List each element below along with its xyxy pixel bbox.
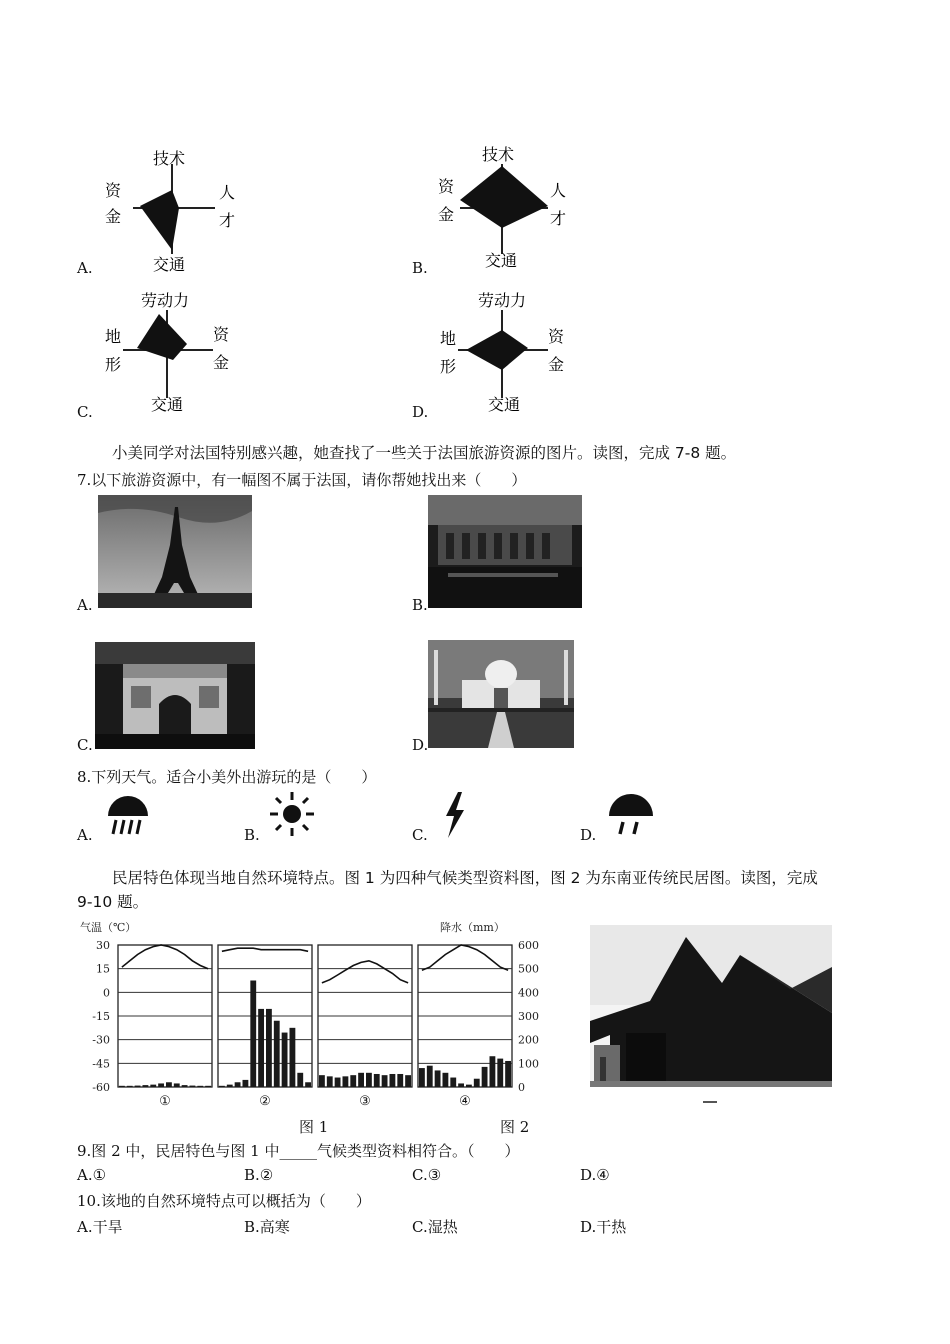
precip-bar [505, 1061, 511, 1087]
axis-top: 劳动力 [141, 291, 190, 310]
sunny-icon[interactable] [268, 790, 316, 838]
taj-mahal-photo[interactable] [428, 640, 574, 748]
axis-bottom: 交通 [488, 395, 521, 414]
precip-bar [282, 1033, 288, 1087]
axis-left-1: 资 [105, 181, 122, 200]
left-tick-label: -45 [92, 1057, 110, 1071]
precip-bar [450, 1078, 456, 1087]
q10-stem: 10.该地的自然环境特点可以概括为（ ） [77, 1192, 371, 1210]
precip-bar [135, 1086, 141, 1087]
axis-left-1: 地 [440, 329, 457, 348]
panel-label: ④ [459, 1094, 471, 1109]
q6-diagram-b [430, 142, 590, 277]
q8-stem: 8.下列天气。适合小美外出游玩的是（ ） [77, 768, 377, 786]
temperature-line [222, 948, 308, 951]
left-axis-label: 气温（℃） [80, 921, 137, 934]
precip-bar [227, 1085, 233, 1087]
precip-bar [427, 1066, 433, 1087]
precip-bar [435, 1070, 441, 1087]
precip-bar [143, 1085, 149, 1087]
precip-bar [290, 1028, 296, 1087]
axis-left-2: 形 [105, 355, 122, 374]
eiffel-tower-photo[interactable] [98, 495, 252, 608]
precip-bar [366, 1073, 372, 1087]
panel-label: ① [159, 1094, 171, 1109]
precip-bar [127, 1086, 133, 1087]
q8-option-a-label[interactable]: A. [77, 826, 93, 844]
heavy-rain-icon[interactable] [102, 790, 154, 838]
axis-right-2: 才 [550, 209, 567, 228]
temperature-line [422, 945, 508, 970]
left-tick-label: 15 [96, 962, 110, 976]
q6-diagram-a [95, 142, 255, 277]
axis-right-1: 资 [213, 325, 230, 344]
q7-option-c-label[interactable]: C. [77, 736, 93, 754]
right-tick-label: 0 [518, 1081, 525, 1094]
q8-option-d-label[interactable]: D. [580, 826, 597, 844]
q7-option-d-label[interactable]: D. [412, 736, 429, 754]
temperature-line [322, 961, 408, 983]
climate-panel [218, 945, 312, 1109]
precip-bar [166, 1082, 172, 1087]
precip-bar [158, 1083, 164, 1087]
q10-option-c[interactable]: C.湿热 [412, 1218, 458, 1236]
q9-option-d[interactable]: D.④ [580, 1166, 610, 1184]
axis-right-2: 金 [548, 355, 565, 374]
right-axis-label: 降水（mm） [440, 921, 505, 934]
temperature-line [122, 945, 208, 969]
axis-top: 技术 [153, 149, 186, 168]
q7-option-b-label[interactable]: B. [412, 596, 428, 614]
left-tick-label: -15 [92, 1010, 110, 1023]
axis-right-1: 人 [550, 181, 567, 200]
precip-bar [374, 1074, 380, 1087]
q8-option-c-label[interactable]: C. [412, 826, 428, 844]
axis-top: 劳动力 [478, 291, 527, 310]
right-tick-label: 100 [518, 1057, 539, 1071]
axis-right-2: 金 [213, 353, 230, 372]
axis-bottom: 交通 [485, 251, 518, 270]
precip-bar [497, 1059, 503, 1087]
intro-7-8: 小美同学对法国特别感兴趣，她查找了一些关于法国旅游资源的图片。读图，完成 7-8 题。 [112, 444, 737, 462]
right-tick-label: 600 [518, 939, 539, 952]
arc-de-triomphe-photo[interactable] [95, 642, 255, 749]
palace-photo[interactable] [428, 495, 582, 608]
right-tick-label: 200 [518, 1033, 539, 1047]
precip-bar [243, 1080, 249, 1087]
precip-bar [490, 1056, 496, 1087]
house-photo-mark [703, 1101, 717, 1103]
q6-option-c-label[interactable]: C. [77, 403, 93, 421]
precip-bar [358, 1073, 364, 1087]
precip-bar [405, 1075, 411, 1087]
axis-top: 技术 [482, 145, 515, 164]
q6-option-a-label[interactable]: A. [77, 259, 93, 277]
q6-option-d-label[interactable]: D. [412, 403, 429, 421]
q8-option-b-label[interactable]: B. [244, 826, 260, 844]
precip-bar [458, 1083, 464, 1087]
precip-bar [482, 1067, 488, 1087]
axis-left-1: 地 [105, 327, 122, 346]
intro-9-10-line1: 民居特色体现当地自然环境特点。图 1 为四种气候类型资料图，图 2 为东南亚传统民居图。读图，完成 [112, 869, 818, 887]
precip-bar [335, 1078, 341, 1087]
axis-left-2: 金 [438, 205, 455, 224]
precip-bar [190, 1086, 196, 1087]
precip-bar [474, 1079, 480, 1087]
climate-panel [418, 945, 512, 1109]
precip-bar [250, 981, 256, 1088]
precip-bar [397, 1074, 403, 1087]
q10-option-d[interactable]: D.干热 [580, 1218, 627, 1236]
precip-bar [382, 1075, 388, 1087]
q6-diagram-c [95, 288, 255, 418]
right-tick-label: 400 [518, 986, 539, 1000]
q7-stem: 7.以下旅游资源中，有一幅图不属于法国，请你帮她找出来（ ） [77, 471, 527, 489]
left-tick-label: 0 [103, 986, 110, 1000]
axis-bottom: 交通 [153, 255, 186, 274]
left-tick-label: -30 [92, 1033, 110, 1047]
lightning-icon[interactable] [440, 790, 470, 840]
axis-right-1: 人 [219, 183, 236, 202]
light-rain-icon[interactable] [603, 788, 659, 836]
left-tick-label: 30 [96, 939, 110, 952]
q10-option-b[interactable]: B.高寒 [244, 1218, 290, 1236]
precip-bar [258, 1009, 264, 1087]
precip-bar [305, 1082, 311, 1087]
precip-bar [466, 1085, 472, 1087]
q6-option-b-label[interactable]: B. [412, 259, 428, 277]
panel-label: ② [259, 1094, 271, 1109]
climate-panel [318, 945, 412, 1109]
q9-option-c[interactable]: C.③ [412, 1166, 442, 1184]
figure-1-caption: 图 1 [299, 1118, 329, 1136]
right-tick-label: 500 [518, 962, 539, 976]
precip-bar [343, 1076, 349, 1087]
precip-bar [219, 1086, 225, 1087]
q10-option-a[interactable]: A.干旱 [77, 1218, 123, 1236]
precip-bar [319, 1075, 325, 1087]
panel-label: ③ [359, 1094, 371, 1109]
precip-bar [274, 1021, 280, 1087]
right-tick-label: 300 [518, 1010, 539, 1023]
precip-bar [266, 1009, 272, 1087]
precip-bar [182, 1085, 188, 1087]
precip-bar [197, 1086, 203, 1087]
precip-bar [235, 1082, 241, 1087]
q6-diagram-d [430, 288, 590, 418]
axis-bottom: 交通 [151, 395, 184, 414]
climate-panel [118, 945, 212, 1109]
precip-bar [119, 1086, 125, 1087]
precip-bar [390, 1074, 396, 1087]
southeast-asia-house-photo [590, 925, 832, 1087]
axis-left-2: 金 [105, 207, 122, 226]
q9-option-b[interactable]: B.② [244, 1166, 274, 1184]
precip-bar [327, 1076, 333, 1087]
axis-left-2: 形 [440, 357, 457, 376]
figure-2-caption: 图 2 [500, 1118, 530, 1136]
axis-left-1: 资 [438, 177, 455, 196]
precip-bar [150, 1085, 156, 1087]
precip-bar [350, 1075, 356, 1087]
precip-bar [419, 1068, 425, 1087]
q9-option-a[interactable]: A.① [77, 1166, 107, 1184]
left-tick-label: -60 [92, 1081, 110, 1094]
axis-right-2: 才 [219, 211, 236, 230]
precip-bar [297, 1073, 303, 1087]
intro-9-10-line2: 9-10 题。 [77, 893, 149, 911]
climate-chart [78, 915, 548, 1110]
q9-stem: 9.图 2 中，民居特色与图 1 中_____气候类型资料相符合。（ ） [77, 1142, 520, 1160]
axis-right-1: 资 [548, 327, 565, 346]
precip-bar [174, 1083, 180, 1087]
q7-option-a-label[interactable]: A. [77, 596, 93, 614]
precip-bar [443, 1073, 449, 1087]
precip-bar [205, 1086, 211, 1087]
